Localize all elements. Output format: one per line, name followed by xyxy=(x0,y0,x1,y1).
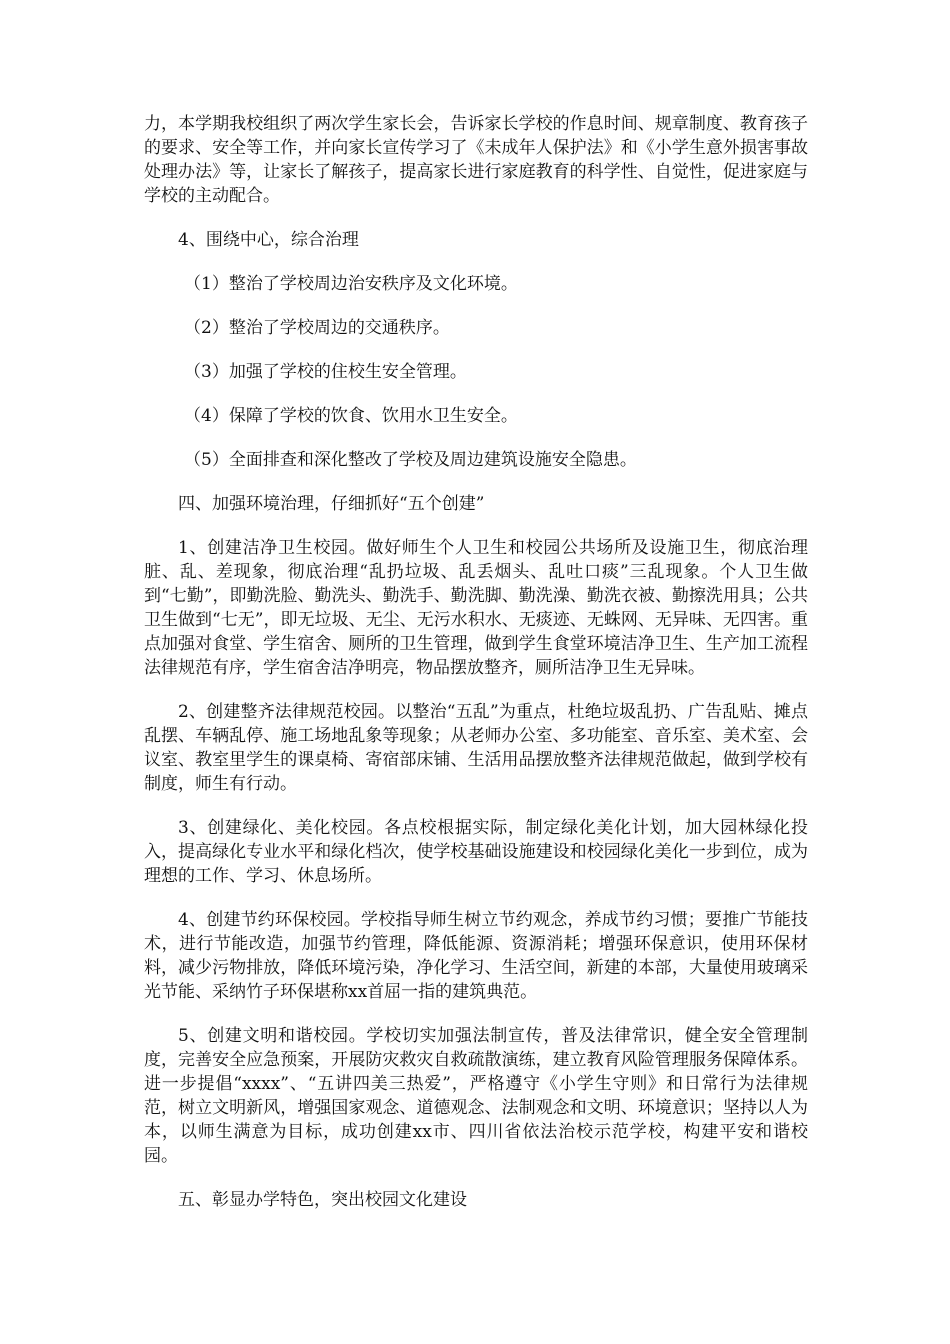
list-item-traffic-order: （2）整治了学校周边的交通秩序。 xyxy=(184,318,450,338)
paragraph-parent-communication: 力，本学期我校组织了两次学生家长会，告诉家长学校的作息时间、规章制度、教育孩子的要求、安全等工作，并向家长宣传学习了《未成年人保护法》和《小学生意外损害事故处理办法》等，让家长了解孩子，提高家长进行家庭教育的科学性、自觉性，促进家庭与学校的主动配合。 xyxy=(144,114,808,206)
paragraph-clean-campus: 1、创建洁净卫生校园。做好师生个人卫生和校园公共场所及设施卫生，彻底治理脏、乱、差现象，彻底治理“乱扔垃圾、乱丢烟头、乱吐口痰”三乱现象。个人卫生做到“七勤”，即勤洗脸、勤洗头、勤洗手、勤洗脚、勤洗澡、勤洗衣被、勤擦洗用具；公共卫生做到“七无”，即无垃圾、无尘、无污水积水、无痰迹、无蛛网、无异味、无四害。重点加强对食堂、学生宿舍、厕所的卫生管理，做到学生食堂环境洁净卫生、生产加工流程法律规范有序，学生宿舍洁净明亮，物品摆放整齐，厕所洁净卫生无异味。 xyxy=(144,538,808,678)
paragraph-orderly-campus: 2、创建整齐法律规范校园。以整治“五乱”为重点，杜绝垃圾乱扔、广告乱贴、摊点乱摆、车辆乱停、施工场地乱象等现象；从老师办公室、多功能室、音乐室、美术室、会议室、教室里学生的课桌椅、寄宿部床铺、生活用品摆放整齐法律规范做起，做到学校有制度，师生有行动。 xyxy=(144,702,808,794)
paragraph-green-campus: 3、创建绿化、美化校园。各点校根据实际，制定绿化美化计划，加大园林绿化投入，提高绿化专业水平和绿化档次，使学校基础设施建设和校园绿化美化一步到位，成为理想的工作、学习、休息场所。 xyxy=(144,818,808,886)
paragraph-eco-campus: 4、创建节约环保校园。学校指导师生树立节约观念，养成节约习惯；要推广节能技术，进行节能改造，加强节约管理，降低能源、资源消耗；增强环保意识，使用环保材料，减少污物排放，降低环境污染，净化学习、生活空间，新建的本部，大量使用玻璃采光节能、采纳竹子环保堪称xx首屈一指的建筑典范。 xyxy=(144,910,808,1002)
list-item-boarding-safety: （3）加强了学校的住校生安全管理。 xyxy=(184,362,467,382)
heading-school-culture: 五、彰显办学特色，突出校园文化建设 xyxy=(178,1190,467,1210)
list-item-food-water-safety: （4）保障了学校的饮食、饮用水卫生安全。 xyxy=(184,406,518,426)
list-item-building-hazards: （5）全面排查和深化整改了学校及周边建筑设施安全隐患。 xyxy=(184,450,637,470)
list-item-security-order: （1）整治了学校周边治安秩序及文化环境。 xyxy=(184,274,518,294)
heading-comprehensive-governance: 4、围绕中心，综合治理 xyxy=(178,230,359,250)
paragraph-harmonious-campus: 5、创建文明和谐校园。学校切实加强法制宣传，普及法律常识，健全安全管理制度，完善安全应急预案，开展防灾救灾自救疏散演练，建立教育风险管理服务保障体系。进一步提倡“xxxx”、“五讲四美三热爱”，严格遵守《小学生守则》和日常行为法律规范，树立文明新风，增强国家观念、道德观念、法制观念和文明、环境意识；坚持以人为本，以师生满意为目标，成功创建xx市、四川省依法治校示范学校，构建平安和谐校园。 xyxy=(144,1026,808,1166)
heading-environment-governance: 四、加强环境治理，仔细抓好“五个创建” xyxy=(178,494,485,514)
